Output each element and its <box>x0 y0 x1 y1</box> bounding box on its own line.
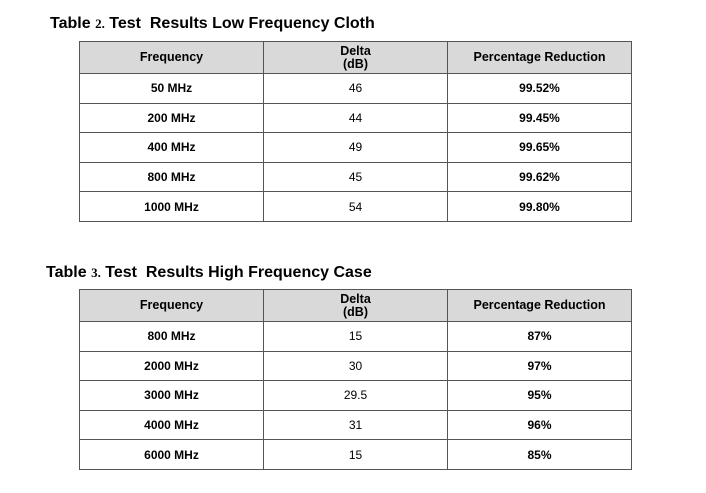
cell-percentage: 99.62% <box>448 162 632 192</box>
cell-frequency: 50 MHz <box>80 74 264 104</box>
table-row <box>80 351 632 381</box>
table-row <box>80 103 632 133</box>
table-header-row <box>80 42 632 74</box>
table-row <box>80 440 632 470</box>
cell-frequency: 1000 MHz <box>80 192 264 222</box>
caption-word: Table <box>46 264 87 281</box>
caption-number: 2. <box>95 16 105 31</box>
cell-percentage: 96% <box>448 410 632 440</box>
table-row <box>80 133 632 163</box>
cell-frequency: 3000 MHz <box>80 381 264 411</box>
cell-frequency: 6000 MHz <box>80 440 264 470</box>
cell-delta: 44 <box>264 103 448 133</box>
cell-delta: 46 <box>264 74 448 104</box>
results-table-low-frequency-cloth <box>79 41 632 222</box>
table-row <box>80 192 632 222</box>
header-delta-label: Delta <box>340 291 371 306</box>
cell-percentage: 99.80% <box>448 192 632 222</box>
cell-delta: 30 <box>264 351 448 381</box>
caption-title: Test Results Low Frequency Cloth <box>109 15 375 32</box>
header-frequency: Frequency <box>80 290 264 322</box>
cell-frequency: 800 MHz <box>80 162 264 192</box>
caption-title: Test Results High Frequency Case <box>105 264 372 281</box>
cell-delta: 15 <box>264 322 448 352</box>
table-row <box>80 381 632 411</box>
table-caption <box>46 264 372 282</box>
header-delta <box>264 42 448 74</box>
cell-percentage: 87% <box>448 322 632 352</box>
table-header-row <box>80 290 632 322</box>
results-table-high-frequency-case <box>79 289 632 470</box>
cell-percentage: 85% <box>448 440 632 470</box>
cell-frequency: 200 MHz <box>80 103 264 133</box>
table-row <box>80 410 632 440</box>
header-delta <box>264 290 448 322</box>
cell-frequency: 2000 MHz <box>80 351 264 381</box>
cell-percentage: 99.65% <box>448 133 632 163</box>
cell-delta: 45 <box>264 162 448 192</box>
caption-number: 3. <box>91 265 101 280</box>
cell-delta: 29.5 <box>264 381 448 411</box>
header-percentage-reduction: Percentage Reduction <box>448 290 632 322</box>
cell-delta: 54 <box>264 192 448 222</box>
header-delta-label: Delta <box>340 43 371 58</box>
cell-percentage: 97% <box>448 351 632 381</box>
cell-frequency: 800 MHz <box>80 322 264 352</box>
cell-frequency: 4000 MHz <box>80 410 264 440</box>
cell-frequency: 400 MHz <box>80 133 264 163</box>
cell-delta: 15 <box>264 440 448 470</box>
cell-percentage: 99.45% <box>448 103 632 133</box>
header-delta-unit: (dB) <box>343 304 368 319</box>
caption-word: Table <box>50 15 91 32</box>
cell-percentage: 99.52% <box>448 74 632 104</box>
cell-percentage: 95% <box>448 381 632 411</box>
header-delta-unit: (dB) <box>343 56 368 71</box>
cell-delta: 31 <box>264 410 448 440</box>
table-caption <box>50 15 375 33</box>
header-percentage-reduction: Percentage Reduction <box>448 42 632 74</box>
table-row <box>80 162 632 192</box>
table-row <box>80 74 632 104</box>
table-row <box>80 322 632 352</box>
header-frequency: Frequency <box>80 42 264 74</box>
cell-delta: 49 <box>264 133 448 163</box>
